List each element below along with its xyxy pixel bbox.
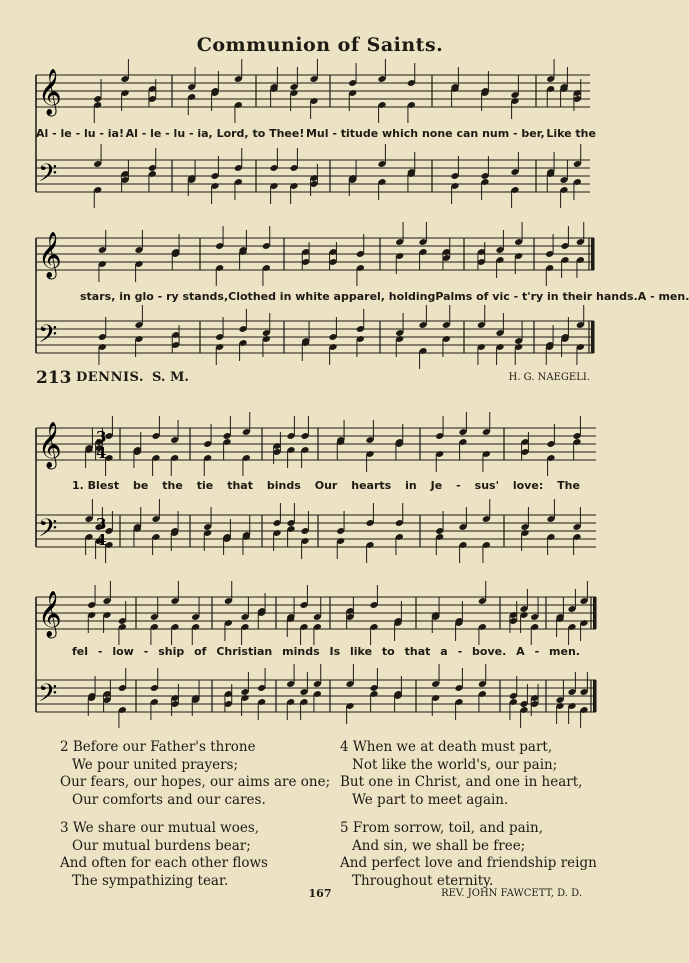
lyric-syllable: fel — [72, 645, 89, 658]
lyric-syllable: - — [97, 645, 103, 658]
treble-clef-icon: 𝄞 — [38, 422, 62, 468]
verse-2 — [60, 739, 330, 809]
lyrics-dennis-line-1 — [72, 479, 580, 492]
lyric-syllable: A — [516, 645, 525, 658]
verse-line: We pour united prayers; — [72, 756, 239, 773]
lyric-syllable: binds — [266, 479, 301, 492]
treble-clef-icon: 𝄞 — [38, 591, 62, 637]
page-number: 167 — [308, 887, 332, 900]
lyric-segment: stars, in glo - ry stands, — [80, 290, 229, 303]
lyric-segment: Al - le - lu - ia, Lord, to Thee! — [125, 127, 305, 140]
lyric-syllable: low — [112, 645, 134, 658]
verse-line: But one in Christ, and one in heart, — [340, 774, 583, 790]
verse-line: Not like the world's, our pain; — [352, 756, 558, 773]
lyric-syllable: Our — [314, 479, 338, 492]
lyric-syllable: hearts — [351, 479, 392, 492]
verse-line: And sin, we shall be free; — [352, 837, 526, 854]
lyric-syllable: men. — [549, 645, 580, 658]
verse-line: And perfect love and friendship reign — [340, 855, 597, 871]
text-author: REV. JOHN FAWCETT, D. D. — [441, 888, 582, 899]
verse-line: And often for each other flows — [60, 855, 268, 871]
bass-clef-icon: 𝄢 — [38, 514, 58, 549]
verse-line: Our mutual burdens bear; — [72, 837, 251, 854]
lyric-syllable: like — [350, 645, 373, 658]
lyric-syllable: The — [557, 479, 580, 492]
verse-line: 4 When we at death must part, — [340, 739, 553, 755]
lyric-syllable: to — [381, 645, 395, 658]
lyric-segment: A - men. — [637, 290, 689, 303]
lyrics-dennis-line-2 — [72, 645, 580, 658]
verse-line: 2 Before our Father's throne — [60, 739, 256, 755]
final-barline — [591, 238, 595, 270]
lyric-syllable: ship — [158, 645, 185, 658]
verse-line: Our comforts and our cares. — [72, 791, 266, 808]
lyric-syllable: Je — [430, 479, 443, 492]
verse-line: Throughout eternity. — [352, 872, 494, 889]
hymn-number: 213 — [36, 368, 72, 388]
hymn-meter: S. M. — [152, 370, 189, 385]
lyric-syllable: minds — [282, 645, 320, 658]
verse-4 — [340, 739, 582, 809]
bass-clef-icon: 𝄢 — [38, 320, 58, 355]
verse-5 — [340, 820, 597, 890]
bass-clef-icon: 𝄢 — [38, 679, 58, 714]
lyric-syllable: that — [227, 479, 253, 492]
lyric-segment: Like the — [546, 127, 596, 140]
treble-clef-icon: 𝄞 — [38, 69, 62, 115]
verse-3 — [60, 820, 268, 890]
final-barline — [591, 321, 595, 353]
lyric-syllable: Christian — [216, 645, 273, 658]
lyric-syllable: - — [456, 479, 461, 492]
lyric-segment: Clothed in white apparel, holding — [228, 290, 436, 303]
verse-line: The sympathizing tear. — [72, 872, 229, 889]
lyric-syllable: in — [405, 479, 417, 492]
lyric-segment: Al - le - lu - ia! — [36, 127, 124, 140]
lyric-syllable: - — [143, 645, 149, 658]
lyrics-line-2 — [80, 290, 689, 303]
bass-clef-icon: 𝄢 — [38, 159, 58, 194]
verse-line: We part to meet again. — [352, 791, 509, 808]
lyric-syllable: the — [162, 479, 183, 492]
lyric-syllable: tie — [196, 479, 214, 492]
lyric-syllable: Is — [329, 645, 341, 658]
composer: H. G. NAEGELI. — [508, 372, 590, 383]
time-signature-top: 3 — [96, 428, 107, 446]
final-barline — [593, 597, 597, 629]
time-signature-bottom: 4 — [96, 531, 107, 549]
lyric-syllable: - — [534, 645, 540, 658]
lyric-syllable: bove. — [472, 645, 507, 658]
lyric-segment: Mul - titude which none can num - ber, — [305, 127, 545, 140]
lyric-syllable: a — [440, 645, 448, 658]
verse-line: 3 We share our mutual woes, — [60, 820, 260, 836]
verse-line: 5 From sorrow, toil, and pain, — [340, 820, 543, 836]
time-signature-top: 3 — [96, 515, 107, 533]
lyric-syllable: be — [133, 479, 149, 492]
lyric-syllable: love: — [512, 479, 544, 492]
tune-name: DENNIS. — [76, 370, 144, 385]
verse-line: Our fears, our hopes, our aims are one; — [60, 774, 331, 790]
hymn-section-title: Communion of Saints. — [196, 34, 444, 56]
lyric-syllable: - — [457, 645, 463, 658]
time-signature-bottom: 4 — [96, 444, 107, 462]
lyrics-line-1 — [36, 127, 596, 140]
final-barline — [593, 680, 597, 712]
lyric-syllable: 1. Blest — [72, 479, 120, 492]
lyric-syllable: of — [194, 645, 207, 658]
lyric-syllable: that — [404, 645, 431, 658]
lyric-segment: Palms of vic - t'ry in their hands. — [435, 290, 638, 303]
lyric-syllable: sus' — [474, 479, 499, 492]
treble-clef-icon: 𝄞 — [38, 232, 62, 278]
